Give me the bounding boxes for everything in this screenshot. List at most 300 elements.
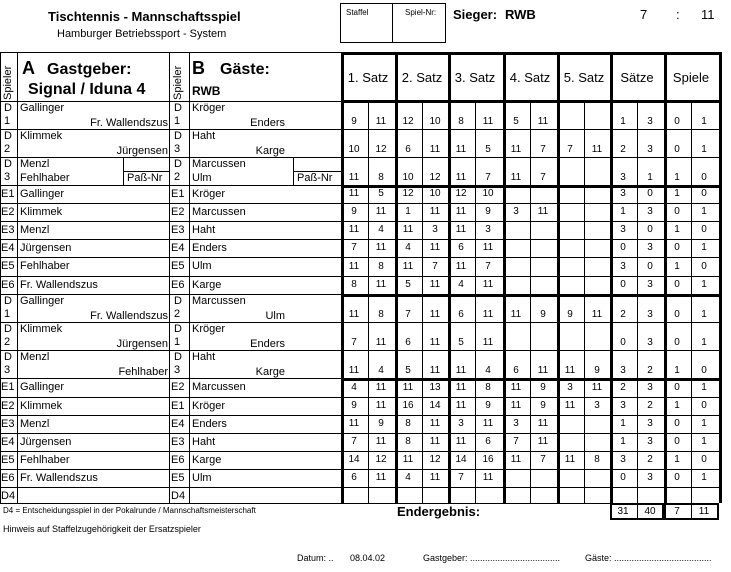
row-away-player2: Ulm: [192, 172, 212, 184]
set-score: 4: [485, 365, 491, 376]
set-score: 7: [458, 472, 464, 483]
set-score: 11: [429, 206, 441, 217]
set-score: 11: [429, 144, 441, 155]
set-score: 11: [455, 206, 467, 217]
spiele-value: 0: [674, 279, 680, 290]
column-header-2: 2. Satz: [401, 70, 443, 85]
set-score: 7: [432, 261, 438, 272]
set-score: 11: [375, 116, 387, 127]
row-away-player1: Marcussen: [192, 158, 246, 170]
saetze-value: 3: [647, 309, 653, 320]
set-score: 14: [455, 454, 467, 465]
saetze-value: 3: [620, 261, 626, 272]
row-home-player1: Menzl: [20, 351, 50, 363]
set-score: 6: [458, 242, 464, 253]
row-home-player: Fr. Wallendszus: [20, 472, 98, 484]
saetze-value: 1: [620, 418, 626, 429]
spiele-value: 0: [701, 188, 707, 199]
saetze-value: 2: [647, 400, 653, 411]
spiele-value: 0: [674, 144, 680, 155]
row-away-player: Kröger: [192, 188, 226, 200]
set-score: 11: [429, 337, 441, 348]
set-score: 11: [348, 224, 360, 235]
spielnr-label: Spiel-Nr:: [405, 8, 437, 17]
set-score: 11: [402, 454, 414, 465]
column-header-3: 3. Satz: [454, 70, 496, 85]
set-score: 11: [564, 400, 576, 411]
set-score: 7: [540, 454, 546, 465]
set-score: 11: [375, 472, 387, 483]
spiele-value: 0: [701, 365, 707, 376]
row-home-player2: Jürgensen: [116, 338, 168, 350]
spiele-value: 1: [674, 400, 680, 411]
row-away-player1: Haht: [192, 130, 216, 142]
set-score: 7: [540, 144, 546, 155]
saetze-value: 3: [647, 337, 653, 348]
set-score: 3: [432, 224, 438, 235]
saetze-value: 3: [647, 382, 653, 393]
row-home-code: D: [4, 351, 12, 363]
sieger-value: RWB: [505, 7, 536, 22]
row-home-code: E5: [1, 260, 15, 272]
endergebnis-label: Endergebnis:: [397, 504, 481, 519]
column-header-4: 4. Satz: [509, 70, 551, 85]
set-score: 11: [429, 436, 441, 447]
home-label: Gastgeber:: [47, 61, 132, 78]
row-home-player: Klimmek: [20, 206, 63, 218]
set-score: 11: [455, 261, 467, 272]
set-score: 11: [348, 365, 360, 376]
column-header-6: Sätze: [620, 70, 654, 85]
set-score: 11: [564, 454, 576, 465]
row-home-player: Menzl: [20, 224, 50, 236]
row-home-player1: Gallinger: [20, 102, 65, 114]
set-score: 3: [594, 400, 600, 411]
datum-label: Datum: ..: [297, 553, 334, 563]
spiele-value: 1: [701, 309, 707, 320]
gaeste-signature: Gäste: .......................................: [585, 553, 712, 563]
pass-label-away: Paß-Nr: [297, 172, 333, 184]
column-header-7: Spiele: [672, 70, 710, 85]
spiele-value: 1: [701, 206, 707, 217]
row-away-player: Enders: [192, 242, 227, 254]
set-score: 8: [405, 418, 411, 429]
saetze-value: 2: [647, 454, 653, 465]
row-away-code: 3: [174, 143, 181, 155]
row-home-code: D: [4, 323, 12, 335]
row-home-player1: Klimmek: [20, 130, 63, 142]
saetze-value: 0: [620, 279, 626, 290]
set-score: 13: [429, 382, 441, 393]
spiele-value: 1: [674, 224, 680, 235]
row-home-player1: Gallinger: [20, 295, 65, 307]
datum-value: 08.04.02: [350, 553, 386, 563]
set-score: 11: [591, 144, 603, 155]
row-away-player1: Marcussen: [192, 295, 246, 307]
set-score: 8: [485, 382, 491, 393]
spiele-value: 0: [674, 436, 680, 447]
spieler-label-home: Spieler: [2, 65, 14, 100]
row-away-player: Ulm: [192, 472, 212, 484]
set-score: 11: [455, 365, 467, 376]
away-label: Gäste:: [220, 61, 270, 78]
row-home-player: Fehlhaber: [20, 454, 70, 466]
spiele-value: 0: [701, 172, 707, 183]
saetze-value: 1: [620, 206, 626, 217]
row-away-code: E3: [171, 436, 185, 448]
spiele-value: 1: [701, 436, 707, 447]
set-score: 8: [351, 279, 357, 290]
row-away-code: 1: [174, 115, 181, 127]
row-home-code: D4: [1, 490, 16, 502]
set-score: 11: [375, 400, 387, 411]
set-score: 3: [513, 206, 519, 217]
row-away-player: Karge: [192, 279, 222, 291]
column-header-1: 1. Satz: [347, 70, 389, 85]
set-score: 11: [482, 242, 494, 253]
set-score: 11: [375, 382, 387, 393]
row-away-player: Haht: [192, 224, 216, 236]
set-score: 7: [540, 172, 546, 183]
row-away-code: E1: [171, 188, 185, 200]
spiele-value: 0: [701, 224, 707, 235]
set-score: 3: [485, 224, 491, 235]
set-score: 5: [378, 188, 384, 199]
row-away-code: 2: [174, 308, 181, 320]
row-away-code: D4: [171, 490, 186, 502]
row-away-code: E2: [171, 206, 185, 218]
set-score: 4: [458, 279, 464, 290]
set-score: 11: [375, 206, 387, 217]
row-home-code: D: [4, 130, 12, 142]
row-home-code: 3: [4, 364, 11, 376]
column-header-5: 5. Satz: [563, 70, 605, 85]
spiele-value: 0: [701, 400, 707, 411]
saetze-value: 0: [647, 261, 653, 272]
saetze-value: 3: [647, 242, 653, 253]
score-home: 7: [640, 7, 648, 22]
row-home-code: E6: [1, 279, 15, 291]
set-score: 10: [348, 144, 360, 155]
saetze-value: 2: [620, 382, 626, 393]
total-saetze: 40: [644, 506, 656, 517]
spiele-value: 0: [701, 454, 707, 465]
row-away-player2: Karge: [255, 145, 285, 157]
set-score: 11: [429, 242, 441, 253]
row-home-code: 3: [4, 171, 11, 183]
away-letter: B: [192, 58, 205, 78]
row-home-player2: Fehlhaber: [20, 172, 70, 184]
set-score: 8: [378, 172, 384, 183]
saetze-value: 0: [620, 337, 626, 348]
set-score: 11: [429, 472, 441, 483]
total-spiele: 11: [698, 506, 710, 517]
set-score: 14: [348, 454, 360, 465]
set-score: 12: [429, 172, 441, 183]
saetze-value: 3: [647, 436, 653, 447]
set-score: 7: [567, 144, 573, 155]
spiele-value: 1: [701, 116, 707, 127]
saetze-value: 3: [620, 188, 626, 199]
row-home-player: Jürgensen: [20, 436, 72, 448]
away-team-name: RWB: [192, 84, 221, 98]
row-away-player: Ulm: [192, 260, 212, 272]
row-home-player2: Fehlhaber: [118, 366, 168, 378]
saetze-value: 1: [620, 116, 626, 127]
row-away-player1: Kröger: [192, 323, 226, 335]
row-home-code: E2: [1, 206, 15, 218]
set-score: 3: [458, 418, 464, 429]
set-score: 11: [537, 418, 549, 429]
spiele-value: 0: [701, 261, 707, 272]
set-score: 11: [429, 418, 441, 429]
row-away-player: Enders: [192, 418, 227, 430]
set-score: 11: [375, 279, 387, 290]
saetze-value: 2: [620, 144, 626, 155]
set-score: 7: [351, 242, 357, 253]
set-score: 9: [351, 206, 357, 217]
row-home-player2: Jürgensen: [116, 145, 168, 157]
row-home-code: D: [4, 295, 12, 307]
set-score: 11: [537, 365, 549, 376]
set-score: 11: [537, 116, 549, 127]
set-score: 11: [510, 309, 522, 320]
saetze-value: 3: [620, 365, 626, 376]
total-spiele: 7: [674, 506, 680, 517]
set-score: 11: [455, 172, 467, 183]
saetze-value: 3: [647, 144, 653, 155]
spiele-value: 1: [701, 144, 707, 155]
saetze-value: 3: [620, 454, 626, 465]
hint-text: Hinweis auf Staffelzugehörigkeit der Ersatzspieler: [3, 524, 201, 534]
set-score: 5: [405, 365, 411, 376]
saetze-value: 3: [647, 116, 653, 127]
set-score: 11: [482, 309, 494, 320]
saetze-value: 0: [647, 188, 653, 199]
set-score: 7: [351, 337, 357, 348]
row-home-player: Jürgensen: [20, 242, 72, 254]
row-away-code: 3: [174, 364, 181, 376]
row-home-code: 1: [4, 115, 11, 127]
set-score: 6: [405, 337, 411, 348]
set-score: 11: [482, 472, 494, 483]
set-score: 11: [455, 224, 467, 235]
row-away-code: 1: [174, 336, 181, 348]
set-score: 5: [458, 337, 464, 348]
set-score: 11: [348, 261, 360, 272]
set-score: 11: [348, 309, 360, 320]
saetze-value: 3: [647, 206, 653, 217]
set-score: 8: [405, 436, 411, 447]
set-score: 10: [429, 116, 441, 127]
saetze-value: 3: [647, 418, 653, 429]
row-home-player: Menzl: [20, 418, 50, 430]
spiele-value: 1: [701, 242, 707, 253]
row-home-player: Fr. Wallendszus: [20, 279, 98, 291]
set-score: 11: [510, 400, 522, 411]
set-score: 7: [485, 172, 491, 183]
row-home-player1: Menzl: [20, 158, 50, 170]
saetze-value: 3: [647, 472, 653, 483]
spiele-value: 1: [674, 365, 680, 376]
set-score: 4: [378, 365, 384, 376]
set-score: 11: [591, 382, 603, 393]
row-home-code: E4: [1, 242, 15, 254]
row-home-code: 1: [4, 308, 11, 320]
saetze-value: 3: [620, 400, 626, 411]
staffel-label: Staffel: [346, 8, 369, 17]
set-score: 6: [513, 365, 519, 376]
saetze-value: 0: [620, 242, 626, 253]
saetze-value: 0: [620, 472, 626, 483]
home-letter: A: [22, 58, 35, 78]
set-score: 11: [455, 436, 467, 447]
set-score: 9: [594, 365, 600, 376]
spiele-value: 0: [674, 337, 680, 348]
saetze-value: 3: [620, 172, 626, 183]
row-home-code: 2: [4, 143, 11, 155]
row-home-code: 2: [4, 336, 11, 348]
spieler-label-away: Spieler: [172, 65, 184, 100]
set-score: 11: [429, 279, 441, 290]
set-score: 3: [567, 382, 573, 393]
d4-note: D4 = Entscheidungsspiel in der Pokalrunde / Mannschaftsmeisterschaft: [3, 506, 256, 515]
set-score: 4: [405, 242, 411, 253]
row-home-code: E5: [1, 454, 15, 466]
score-away: 11: [701, 7, 715, 22]
row-away-code: D: [174, 102, 182, 114]
set-score: 16: [482, 454, 494, 465]
set-score: 9: [351, 400, 357, 411]
row-away-code: E2: [171, 381, 185, 393]
set-score: 11: [510, 382, 522, 393]
set-score: 11: [375, 337, 387, 348]
row-away-code: E1: [171, 400, 185, 412]
set-score: 9: [351, 116, 357, 127]
row-away-code: D: [174, 351, 182, 363]
set-score: 11: [455, 144, 467, 155]
set-score: 7: [513, 436, 519, 447]
set-score: 11: [429, 365, 441, 376]
page-subtitle: Hamburger Betriebssport - System: [57, 28, 227, 40]
set-score: 11: [482, 279, 494, 290]
set-score: 8: [378, 309, 384, 320]
set-score: 11: [348, 188, 360, 199]
set-score: 11: [402, 261, 414, 272]
row-away-code: E5: [171, 260, 185, 272]
spiele-value: 1: [701, 279, 707, 290]
set-score: 8: [594, 454, 600, 465]
set-score: 11: [348, 418, 360, 429]
row-home-code: E3: [1, 224, 15, 236]
set-score: 14: [429, 400, 441, 411]
row-away-player: Kröger: [192, 400, 226, 412]
set-score: 7: [351, 436, 357, 447]
set-score: 11: [375, 242, 387, 253]
set-score: 12: [455, 188, 467, 199]
row-away-player1: Kröger: [192, 102, 226, 114]
set-score: 4: [351, 382, 357, 393]
set-score: 11: [429, 309, 441, 320]
row-home-player2: Fr. Wallendszus: [90, 117, 168, 129]
set-score: 11: [537, 206, 549, 217]
home-team-name: Signal / Iduna 4: [28, 81, 146, 98]
spiele-value: 1: [701, 337, 707, 348]
set-score: 6: [405, 144, 411, 155]
row-home-code: E1: [1, 188, 15, 200]
set-score: 11: [402, 224, 414, 235]
row-home-player1: Klimmek: [20, 323, 63, 335]
row-home-code: E4: [1, 436, 15, 448]
row-home-player: Klimmek: [20, 400, 63, 412]
spiele-value: 0: [674, 309, 680, 320]
set-score: 11: [591, 309, 603, 320]
set-score: 7: [405, 309, 411, 320]
set-score: 11: [455, 382, 467, 393]
row-away-code: E5: [171, 472, 185, 484]
row-home-code: E6: [1, 472, 15, 484]
row-away-player2: Enders: [250, 117, 285, 129]
spiele-value: 1: [674, 261, 680, 272]
pass-label-home: Paß-Nr: [127, 172, 163, 184]
set-score: 11: [564, 365, 576, 376]
row-home-code: D: [4, 102, 12, 114]
page-title: Tischtennis - Mannschaftsspiel: [48, 9, 241, 24]
row-home-player: Gallinger: [20, 188, 65, 200]
set-score: 8: [458, 116, 464, 127]
row-away-player: Haht: [192, 436, 216, 448]
set-score: 9: [378, 418, 384, 429]
spiele-value: 1: [674, 188, 680, 199]
row-home-code: E2: [1, 400, 15, 412]
spiele-value: 1: [701, 472, 707, 483]
set-score: 11: [510, 454, 522, 465]
row-away-code: E3: [171, 224, 185, 236]
row-away-code: 2: [174, 171, 181, 183]
row-home-code: D: [4, 158, 12, 170]
row-away-code: E4: [171, 418, 185, 430]
set-score: 7: [485, 261, 491, 272]
saetze-value: 2: [620, 309, 626, 320]
set-score: 11: [482, 418, 494, 429]
set-score: 16: [402, 400, 414, 411]
saetze-value: 0: [647, 224, 653, 235]
saetze-value: 2: [647, 365, 653, 376]
set-score: 12: [402, 188, 414, 199]
set-score: 11: [537, 436, 549, 447]
set-score: 9: [540, 400, 546, 411]
saetze-value: 3: [647, 279, 653, 290]
row-away-player: Karge: [192, 454, 222, 466]
set-score: 4: [405, 472, 411, 483]
row-home-code: E1: [1, 381, 15, 393]
score-sep: :: [676, 7, 680, 22]
set-score: 10: [429, 188, 441, 199]
set-score: 4: [378, 224, 384, 235]
set-score: 11: [348, 172, 360, 183]
set-score: 5: [405, 279, 411, 290]
saetze-value: 1: [647, 172, 653, 183]
spiele-value: 0: [674, 472, 680, 483]
spiele-value: 1: [701, 418, 707, 429]
set-score: 6: [458, 309, 464, 320]
set-score: 8: [378, 261, 384, 272]
saetze-value: 3: [620, 224, 626, 235]
row-away-code: D: [174, 323, 182, 335]
row-away-player2: Karge: [255, 366, 285, 378]
row-away-player: Marcussen: [192, 381, 246, 393]
set-score: 9: [485, 206, 491, 217]
